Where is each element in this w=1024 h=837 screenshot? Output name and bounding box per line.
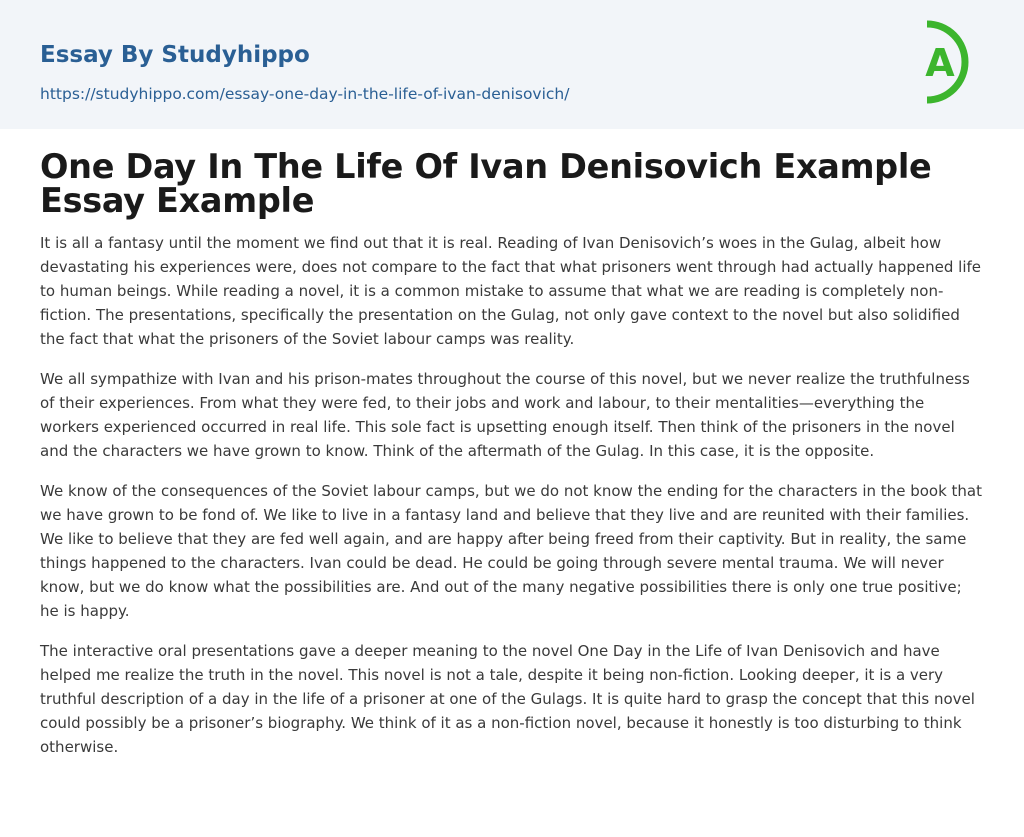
article	[40, 147, 984, 775]
studyhippo-logo-icon	[912, 18, 988, 106]
article-paragraph: The interactive oral presentations gave a deeper meaning to the novel One Day in the Life of Ivan Denisovich and have helped me realize the truth in the novel. This novel is not a tale, despite it being non-fiction. Looking deeper, it is a very truthful description of a day in the life of a prisoner at one of the Gulags. It is quite hard to grasp the concept that this novel could possibly be a prisoner’s biography. We think of it as a non-fiction novel, because it honestly is too disturbing to think otherwise.	[40, 642, 975, 756]
article-paragraph: We all sympathize with Ivan and his prison-mates throughout the course of this novel, but we never realize the truthfulness of their experiences. From what they were fed, to their jobs and work and labour, to their mentalities—everything the workers experienced occurred in real life. This sole fact is upsetting enough itself. Then think of the prisoners in the novel and the characters we have grown to know. Think of the aftermath of the Gulag. In this case, it is the opposite.	[40, 370, 970, 460]
article-paragraph: It is all a fantasy until the moment we find out that it is real. Reading of Ivan Denisovich’s woes in the Gulag, albeit how devastating his experiences were, does not compare to the fact that what prisoners went through had actually happened life to human beings. While reading a novel, it is a common mistake to assume that what we are reading is completely non-fiction. The presentations, specifically the presentation on the Gulag, not only gave context to the novel but also solidified the fact that what the prisoners of the Soviet labour camps was reality.	[40, 234, 982, 348]
page-header	[0, 0, 1024, 129]
source-url-link[interactable]: https://studyhippo.com/essay-one-day-in-the-life-of-ivan-denisovich/	[40, 85, 570, 103]
page-title: One Day In The Life Of Ivan Denisovich Example Essay Example	[40, 147, 932, 220]
article-paragraph: We know of the consequences of the Soviet labour camps, but we do not know the ending for the characters in the book that we have grown to be fond of. We like to live in a fantasy land and believe that they live and are reunited with their families. We like to believe that they are fed well again, and are happy after being freed from their captivity. But in reality, the same things happened to the characters. Ivan could be dead. He could be going through severe mental trauma. We will never know, but we do know what the possibilities are. And out of the many negative possibilities there is only one true positive; he is happy.	[40, 482, 982, 620]
logo-letter: A	[925, 41, 955, 85]
brand-title: Essay By Studyhippo	[40, 42, 310, 68]
